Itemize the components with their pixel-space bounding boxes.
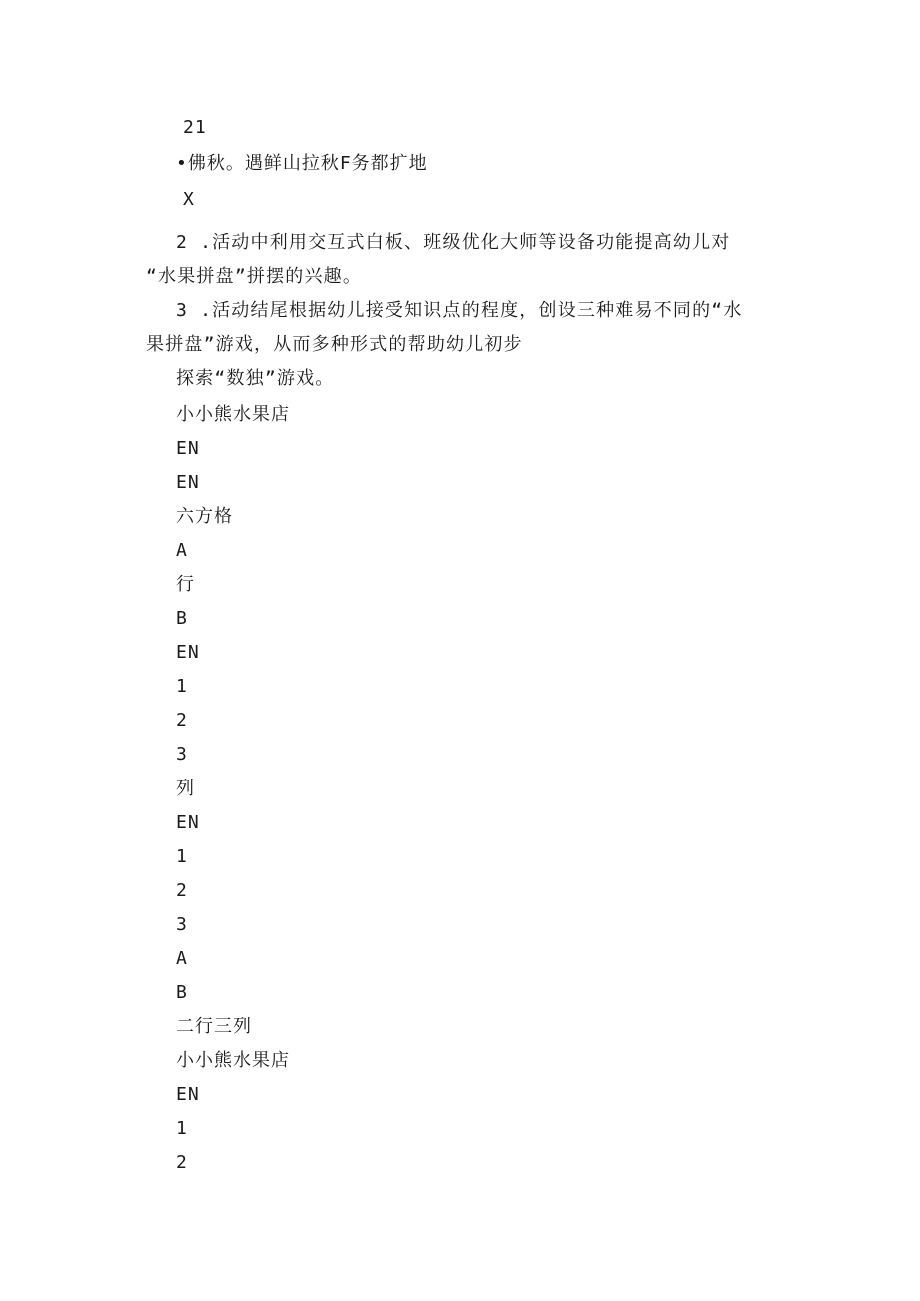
list-line: 1 xyxy=(176,1118,188,1139)
paragraph-item-2 xyxy=(146,226,786,294)
header-line-garbled: •佛秋。遇鲜山拉秋F务都扩地 xyxy=(176,153,428,174)
list-line: EN xyxy=(176,1084,200,1105)
list-line: A xyxy=(176,540,188,561)
list-line: EN xyxy=(176,642,200,663)
list-line: 六方格 xyxy=(176,506,233,527)
list-line: 1 xyxy=(176,846,188,867)
list-line: EN xyxy=(176,438,200,459)
header-line-x: X xyxy=(183,189,195,210)
list-line: 行 xyxy=(176,574,195,595)
paragraph-3-line-1: 3 .活动结尾根据幼儿接受知识点的程度，创设三种难易不同的“水 xyxy=(176,300,743,321)
paragraph-2-line-2: “水果拼盘”拼摆的兴趣。 xyxy=(146,266,363,287)
header-line-number: 21 xyxy=(183,117,207,138)
list-line: EN xyxy=(176,472,200,493)
list-line: 列 xyxy=(176,778,195,799)
list-line: A xyxy=(176,948,188,969)
list-line: 2 xyxy=(176,1152,188,1173)
list-line: B xyxy=(176,982,188,1003)
list-line: B xyxy=(176,608,188,629)
list-line: EN xyxy=(176,812,200,833)
list-line: 2 xyxy=(176,710,188,731)
list-line: 3 xyxy=(176,914,188,935)
list-line: 3 xyxy=(176,744,188,765)
paragraph-2-line-1: 2 .活动中利用交互式白板、班级优化大师等设备功能提高幼儿对 xyxy=(176,232,731,253)
list-line: 1 xyxy=(176,676,188,697)
list-line: 2 xyxy=(176,880,188,901)
list-line: 二行三列 xyxy=(176,1016,252,1037)
paragraph-3-line-3: 探索“数独”游戏。 xyxy=(176,368,335,389)
list-line: 小小熊水果店 xyxy=(176,1050,290,1071)
paragraph-item-3 xyxy=(146,294,786,396)
paragraph-3-line-2: 果拼盘”游戏，从而多种形式的帮助幼儿初步 xyxy=(146,334,523,355)
list-line: 小小熊水果店 xyxy=(176,404,290,425)
